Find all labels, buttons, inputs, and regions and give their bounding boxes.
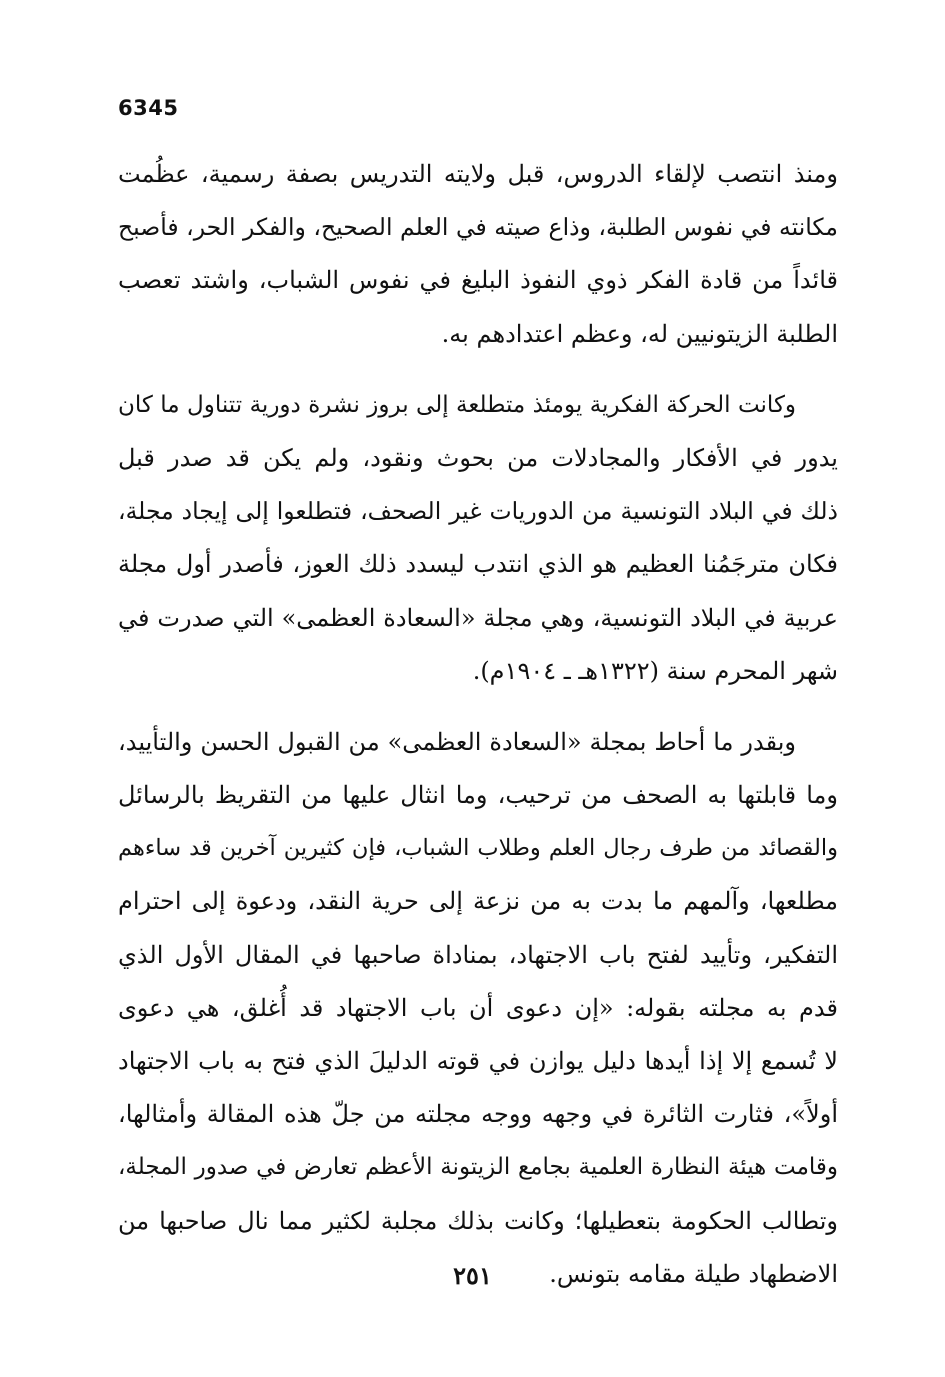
text-line: وكانت الحركة الفكرية يومئذ متطلعة إلى بروز نشرة دورية تتناول ما كان xyxy=(118,391,796,418)
text-line: التفكير، وتأييد لفتح باب الاجتهاد، بمناداة صاحبها في المقال الأول الذي xyxy=(118,940,838,969)
text-line: والقصائد من طرف رجال العلم وطلاب الشباب، فإن كثيرين آخرين قد ساءهم xyxy=(118,835,838,862)
text-line: الطلبة الزيتونيين له، وعظم اعتدادهم به. xyxy=(441,319,838,348)
text-line: ذلك في البلاد التونسية من الدوريات غير الصحف، فتطلعوا إلى إيجاد مجلة، xyxy=(118,497,838,526)
text-line: قائداً من قادة الفكر ذوي النفوذ البليغ في نفوس الشباب، واشتد تعصب xyxy=(118,266,838,295)
text-line: شهر المحرم سنة (١٣٢٢هـ ـ ١٩٠٤م). xyxy=(472,656,838,685)
paragraph-3 xyxy=(118,716,838,1301)
text-line: مكانته في نفوس الطلبة، وذاع صيته في العلم الصحيح، والفكر الحر، فأصبح xyxy=(118,213,838,242)
paragraph-gap xyxy=(118,361,838,379)
text-line: ومنذ انتصب لإلقاء الدروس، قبل ولايته التدريس بصفة رسمية، عظُمت xyxy=(118,160,838,188)
text-line: وبقدر ما أحاط بمجلة «السعادة العظمى» من القبول الحسن والتأييد، xyxy=(118,727,796,756)
text-line: عربية في البلاد التونسية، وهي مجلة «السعادة العظمى» التي صدرت في xyxy=(118,603,838,632)
folio-number: 6345 xyxy=(118,96,179,120)
paragraph-gap xyxy=(118,698,838,716)
text-line: وقامت هيئة النظارة العلمية بجامع الزيتونة الأعظم تعارض في صدور المجلة، xyxy=(118,1154,838,1181)
text-line: الاضطهاد طيلة مقامه بتونس. xyxy=(549,1259,838,1288)
text-line: وما قابلتها به الصحف من ترحيب، وما انثال عليها من التقريظ بالرسائل xyxy=(118,781,838,810)
page-number: ٢٥١ xyxy=(453,1261,492,1290)
body-text xyxy=(118,148,838,1301)
paragraph-2 xyxy=(118,379,838,698)
text-line: قدم به مجلته بقوله: «إن دعوى أن باب الاجتهاد قد أُغلق، هي دعوى xyxy=(118,993,838,1022)
text-line: أولاً»، فثارت الثائرة في وجهه ووجه مجلته من جلّ هذه المقالة وأمثالها، xyxy=(118,1100,838,1129)
text-line: وتطالب الحكومة بتعطيلها؛ وكانت بذلك مجلبة لكثير مما نال صاحبها من xyxy=(118,1206,838,1235)
paragraph-1 xyxy=(118,148,838,361)
text-line: فكان مترجَمُنا العظيم هو الذي انتدب ليسدد ذلك العوز، فأصدر أول مجلة xyxy=(118,550,838,579)
text-line: لا تُسمع إلا إذا أيدها دليل يوازن في قوته الدليلَ الذي فتح به باب الاجتهاد xyxy=(118,1047,838,1075)
text-line: يدور في الأفكار والمجادلات من بحوث ونقود، ولم يكن قد صدر قبل xyxy=(118,443,838,472)
text-line: مطلعها، وآلمهم ما بدت به من نزعة إلى حرية النقد، ودعوة إلى احترام xyxy=(118,887,838,916)
